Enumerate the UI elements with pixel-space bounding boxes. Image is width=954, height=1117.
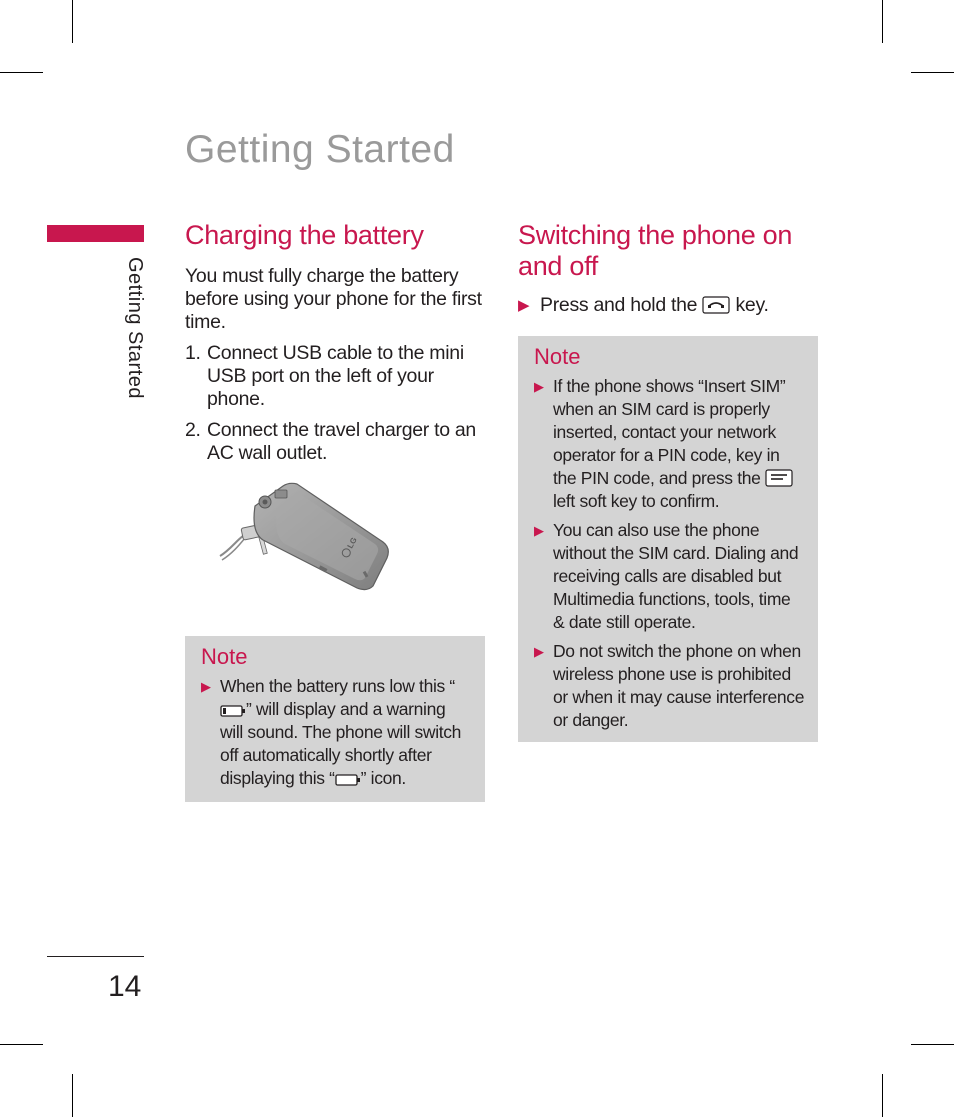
right-triangle-icon: ▶ <box>518 297 530 314</box>
note-title: Note <box>201 644 248 669</box>
left-soft-key-icon <box>765 469 793 487</box>
note-item <box>201 675 469 790</box>
phone-back-illustration <box>215 478 400 598</box>
page-number-rule <box>47 956 144 957</box>
battery-note-box <box>185 636 485 802</box>
note-text-part: left soft key to confirm. <box>553 491 720 511</box>
right-triangle-icon: ▶ <box>534 523 544 538</box>
crop-mark <box>0 72 43 73</box>
note-item <box>534 519 806 634</box>
battery-low-icon <box>220 704 246 718</box>
battery-low-icon <box>335 773 361 787</box>
page-number: 14 <box>108 970 142 1003</box>
note-item <box>534 640 806 732</box>
switching-section <box>518 220 818 317</box>
note-item <box>534 375 806 513</box>
crop-mark <box>911 1044 954 1045</box>
charging-steps <box>185 342 485 465</box>
note-title: Note <box>534 344 581 369</box>
instruction-text-part: key. <box>730 294 769 316</box>
note-text: You can also use the phone without the SIM card. Dialing and receiving calls are disabled but Multimedia functions, tools, time & date still operate. <box>553 520 799 632</box>
crop-mark <box>882 0 883 43</box>
right-triangle-icon: ▶ <box>534 644 544 659</box>
list-item <box>185 342 485 411</box>
logo-lettering: LG <box>345 535 359 550</box>
step-number: 1. <box>185 342 201 364</box>
note-text: Do not switch the phone on when wireless phone use is prohibited or when it may cause interference or danger. <box>553 641 805 730</box>
crop-mark <box>911 72 954 73</box>
instruction-text <box>540 294 769 317</box>
end-key-icon <box>702 296 730 314</box>
right-triangle-icon: ▶ <box>201 679 211 694</box>
note-text-part: ” will display and a warning will sound. The phone will switch off automatically shortly after displaying this “ <box>220 699 462 788</box>
list-item <box>185 419 485 465</box>
step-text: Connect the travel charger to an AC wall outlet. <box>207 419 476 464</box>
section-tab-marker <box>47 225 144 242</box>
crop-mark <box>72 1074 73 1117</box>
note-text <box>220 675 469 790</box>
crop-mark <box>0 1044 43 1045</box>
step-number: 2. <box>185 419 201 441</box>
section-heading-switching: Switching the phone on and off <box>518 220 793 281</box>
note-text-part: ” icon. <box>360 768 406 788</box>
charging-intro: You must fully charge the battery before using your phone for the first time. <box>185 265 482 333</box>
crop-mark <box>72 0 73 43</box>
instruction-text-part: Press and hold the <box>540 294 703 316</box>
right-triangle-icon: ▶ <box>534 379 544 394</box>
note-text-part: If the phone shows “Insert SIM” when an SIM card is properly inserted, contact your network operator for a PIN code, key in the PIN code, and press the <box>553 376 786 488</box>
step-text: Connect USB cable to the mini USB port on the left of your phone. <box>207 342 464 410</box>
press-instruction <box>518 294 818 317</box>
section-heading-charging: Charging the battery <box>185 220 424 250</box>
charging-section <box>185 220 485 473</box>
page-title: Getting Started <box>185 128 455 171</box>
side-section-label: Getting Started <box>124 257 146 400</box>
switching-note-box <box>518 336 818 742</box>
note-text <box>553 375 806 513</box>
crop-mark <box>882 1074 883 1117</box>
note-text-part: When the battery runs low this “ <box>220 676 455 696</box>
